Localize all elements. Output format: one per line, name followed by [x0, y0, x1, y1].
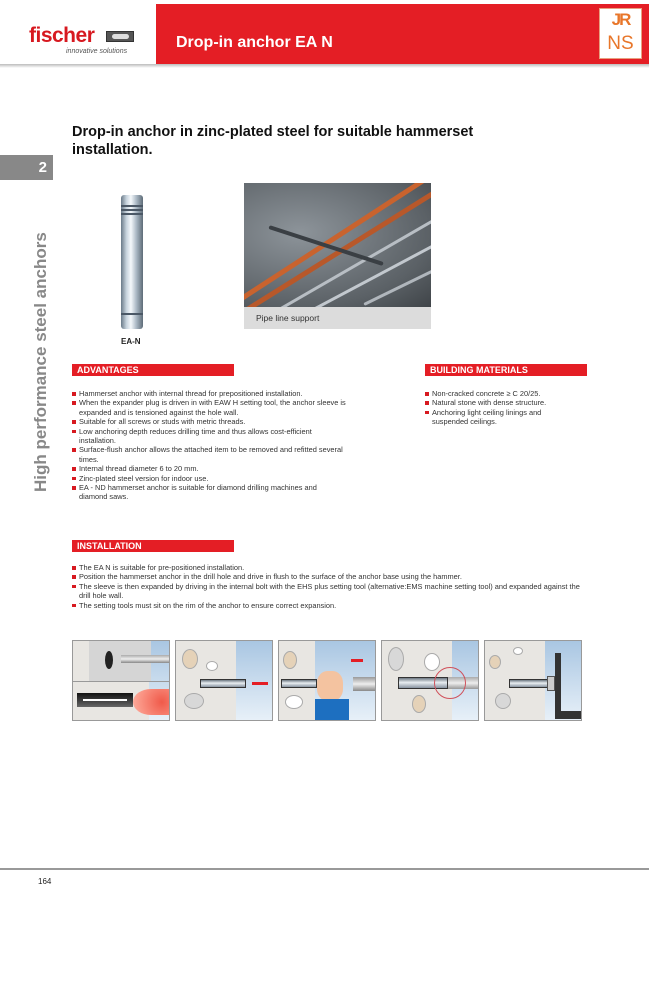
list-item: Hammerset anchor with internal thread for prepositioned installation. — [72, 389, 347, 398]
fish-logo-icon — [106, 31, 134, 42]
fischer-logo — [0, 4, 156, 64]
stone — [424, 653, 440, 671]
detail-circle-icon — [434, 667, 466, 699]
header-shadow — [0, 64, 649, 68]
stone — [283, 651, 297, 669]
list-item: Internal thread diameter 6 to 20 mm. — [72, 464, 347, 473]
list-item: Suitable for all screws or studs with metric threads. — [72, 417, 347, 426]
pipe-support-photo — [244, 183, 431, 307]
thread-ridge — [121, 313, 143, 315]
list-item: The EA N is suitable for pre-positioned installation. — [72, 563, 592, 572]
bolt-head-icon — [547, 676, 555, 691]
stone — [489, 655, 501, 669]
stone — [513, 647, 523, 655]
photo-caption-text: Pipe line support — [256, 313, 320, 323]
anchor-icon — [200, 679, 246, 688]
step-expand-with-setting-tool — [381, 640, 479, 721]
step-fasten-fixture — [484, 640, 582, 721]
stone — [206, 661, 218, 671]
stone — [412, 695, 426, 713]
stone — [495, 693, 511, 709]
step-drill-and-clean — [72, 640, 170, 721]
stone — [184, 693, 204, 709]
list-item: When the expander plug is driven in with EAW H setting tool, the anchor sleeve is expanded and is tensioned against the hole wall. — [72, 398, 347, 417]
blow-pump-icon — [133, 689, 169, 715]
step-insert-anchor — [175, 640, 273, 721]
list-item: The setting tools must sit on the rim of the anchor to ensure correct expansion. — [72, 601, 592, 610]
drill-bit-icon — [121, 655, 170, 663]
advantages-heading — [72, 364, 234, 376]
chapter-title: High performance steel anchors — [31, 232, 50, 492]
building-materials-list — [425, 389, 575, 427]
brand-logo-top: JR — [611, 10, 630, 29]
advantages-list — [72, 389, 347, 502]
advantages-heading-text: ADVANTAGES — [77, 365, 139, 375]
list-item: Natural stone with dense structure. — [425, 398, 575, 407]
sleeve-icon — [315, 699, 349, 721]
steel-pipe — [303, 229, 431, 307]
logo-tagline: innovative solutions — [66, 48, 128, 55]
chapter-number: 2 — [38, 159, 47, 176]
logo-wordmark: fischer — [29, 24, 95, 47]
page-number: 164 — [38, 877, 52, 886]
stone — [388, 647, 404, 671]
stone — [182, 649, 198, 669]
title-bar — [156, 4, 649, 64]
headline: Drop-in anchor in zinc-plated steel for suitable hammerset installation. — [72, 124, 474, 158]
arrow-left-icon — [351, 659, 363, 662]
copper-pipe — [244, 183, 431, 307]
fixture-bracket-icon — [555, 653, 561, 719]
page-title: Drop-in anchor EA N — [176, 34, 333, 51]
anchor-icon — [281, 679, 317, 688]
footer-divider — [0, 868, 649, 870]
list-item: Low anchoring depth reduces drilling time and thus allows cost-efficient installation. — [72, 427, 347, 446]
installation-heading — [72, 540, 234, 552]
copper-pipe — [244, 183, 431, 306]
stone — [285, 695, 303, 709]
thread-ridge — [121, 213, 143, 215]
drill-hole-icon — [105, 651, 113, 669]
brand-logo — [599, 8, 642, 59]
fixture-bracket-foot — [555, 711, 582, 719]
step-hammer-flush — [278, 640, 376, 721]
brand-logo-bottom: NS — [607, 33, 634, 54]
building-materials-heading-text: BUILDING MATERIALS — [430, 365, 528, 375]
page-header — [0, 4, 649, 64]
thread-ridge — [121, 205, 143, 207]
building-materials-heading — [425, 364, 587, 376]
hand-icon — [317, 671, 343, 701]
step-divider — [73, 681, 170, 682]
chapter-tab — [0, 155, 53, 180]
product-label: EA-N — [121, 337, 141, 346]
list-item: Zinc-plated steel version for indoor use. — [72, 474, 347, 483]
list-item: The sleeve is then expanded by driving in the internal bolt with the EHS plus setting tool (alternative:EMS machine setting tool) and expanded against the drill hole wall. — [72, 582, 592, 601]
product-image — [121, 195, 143, 329]
thread-ridge — [121, 209, 143, 211]
blow-tube — [83, 699, 127, 701]
list-item: Position the hammerset anchor in the drill hole and drive in flush to the surface of the anchor base using the hammer. — [72, 572, 592, 581]
installation-list — [72, 563, 592, 610]
list-item: Non-cracked concrete ≥ C 20/25. — [425, 389, 575, 398]
list-item: Anchoring light ceiling linings and suspended ceilings. — [425, 408, 575, 427]
installation-heading-text: INSTALLATION — [77, 541, 142, 551]
photo-caption — [244, 307, 431, 329]
list-item: EA - ND hammerset anchor is suitable for diamond drilling machines and diamond saws. — [72, 483, 347, 502]
setting-tool-icon — [353, 677, 375, 691]
arrow-left-icon — [252, 682, 268, 685]
list-item: Surface-flush anchor allows the attached item to be removed and refitted several times. — [72, 445, 347, 464]
